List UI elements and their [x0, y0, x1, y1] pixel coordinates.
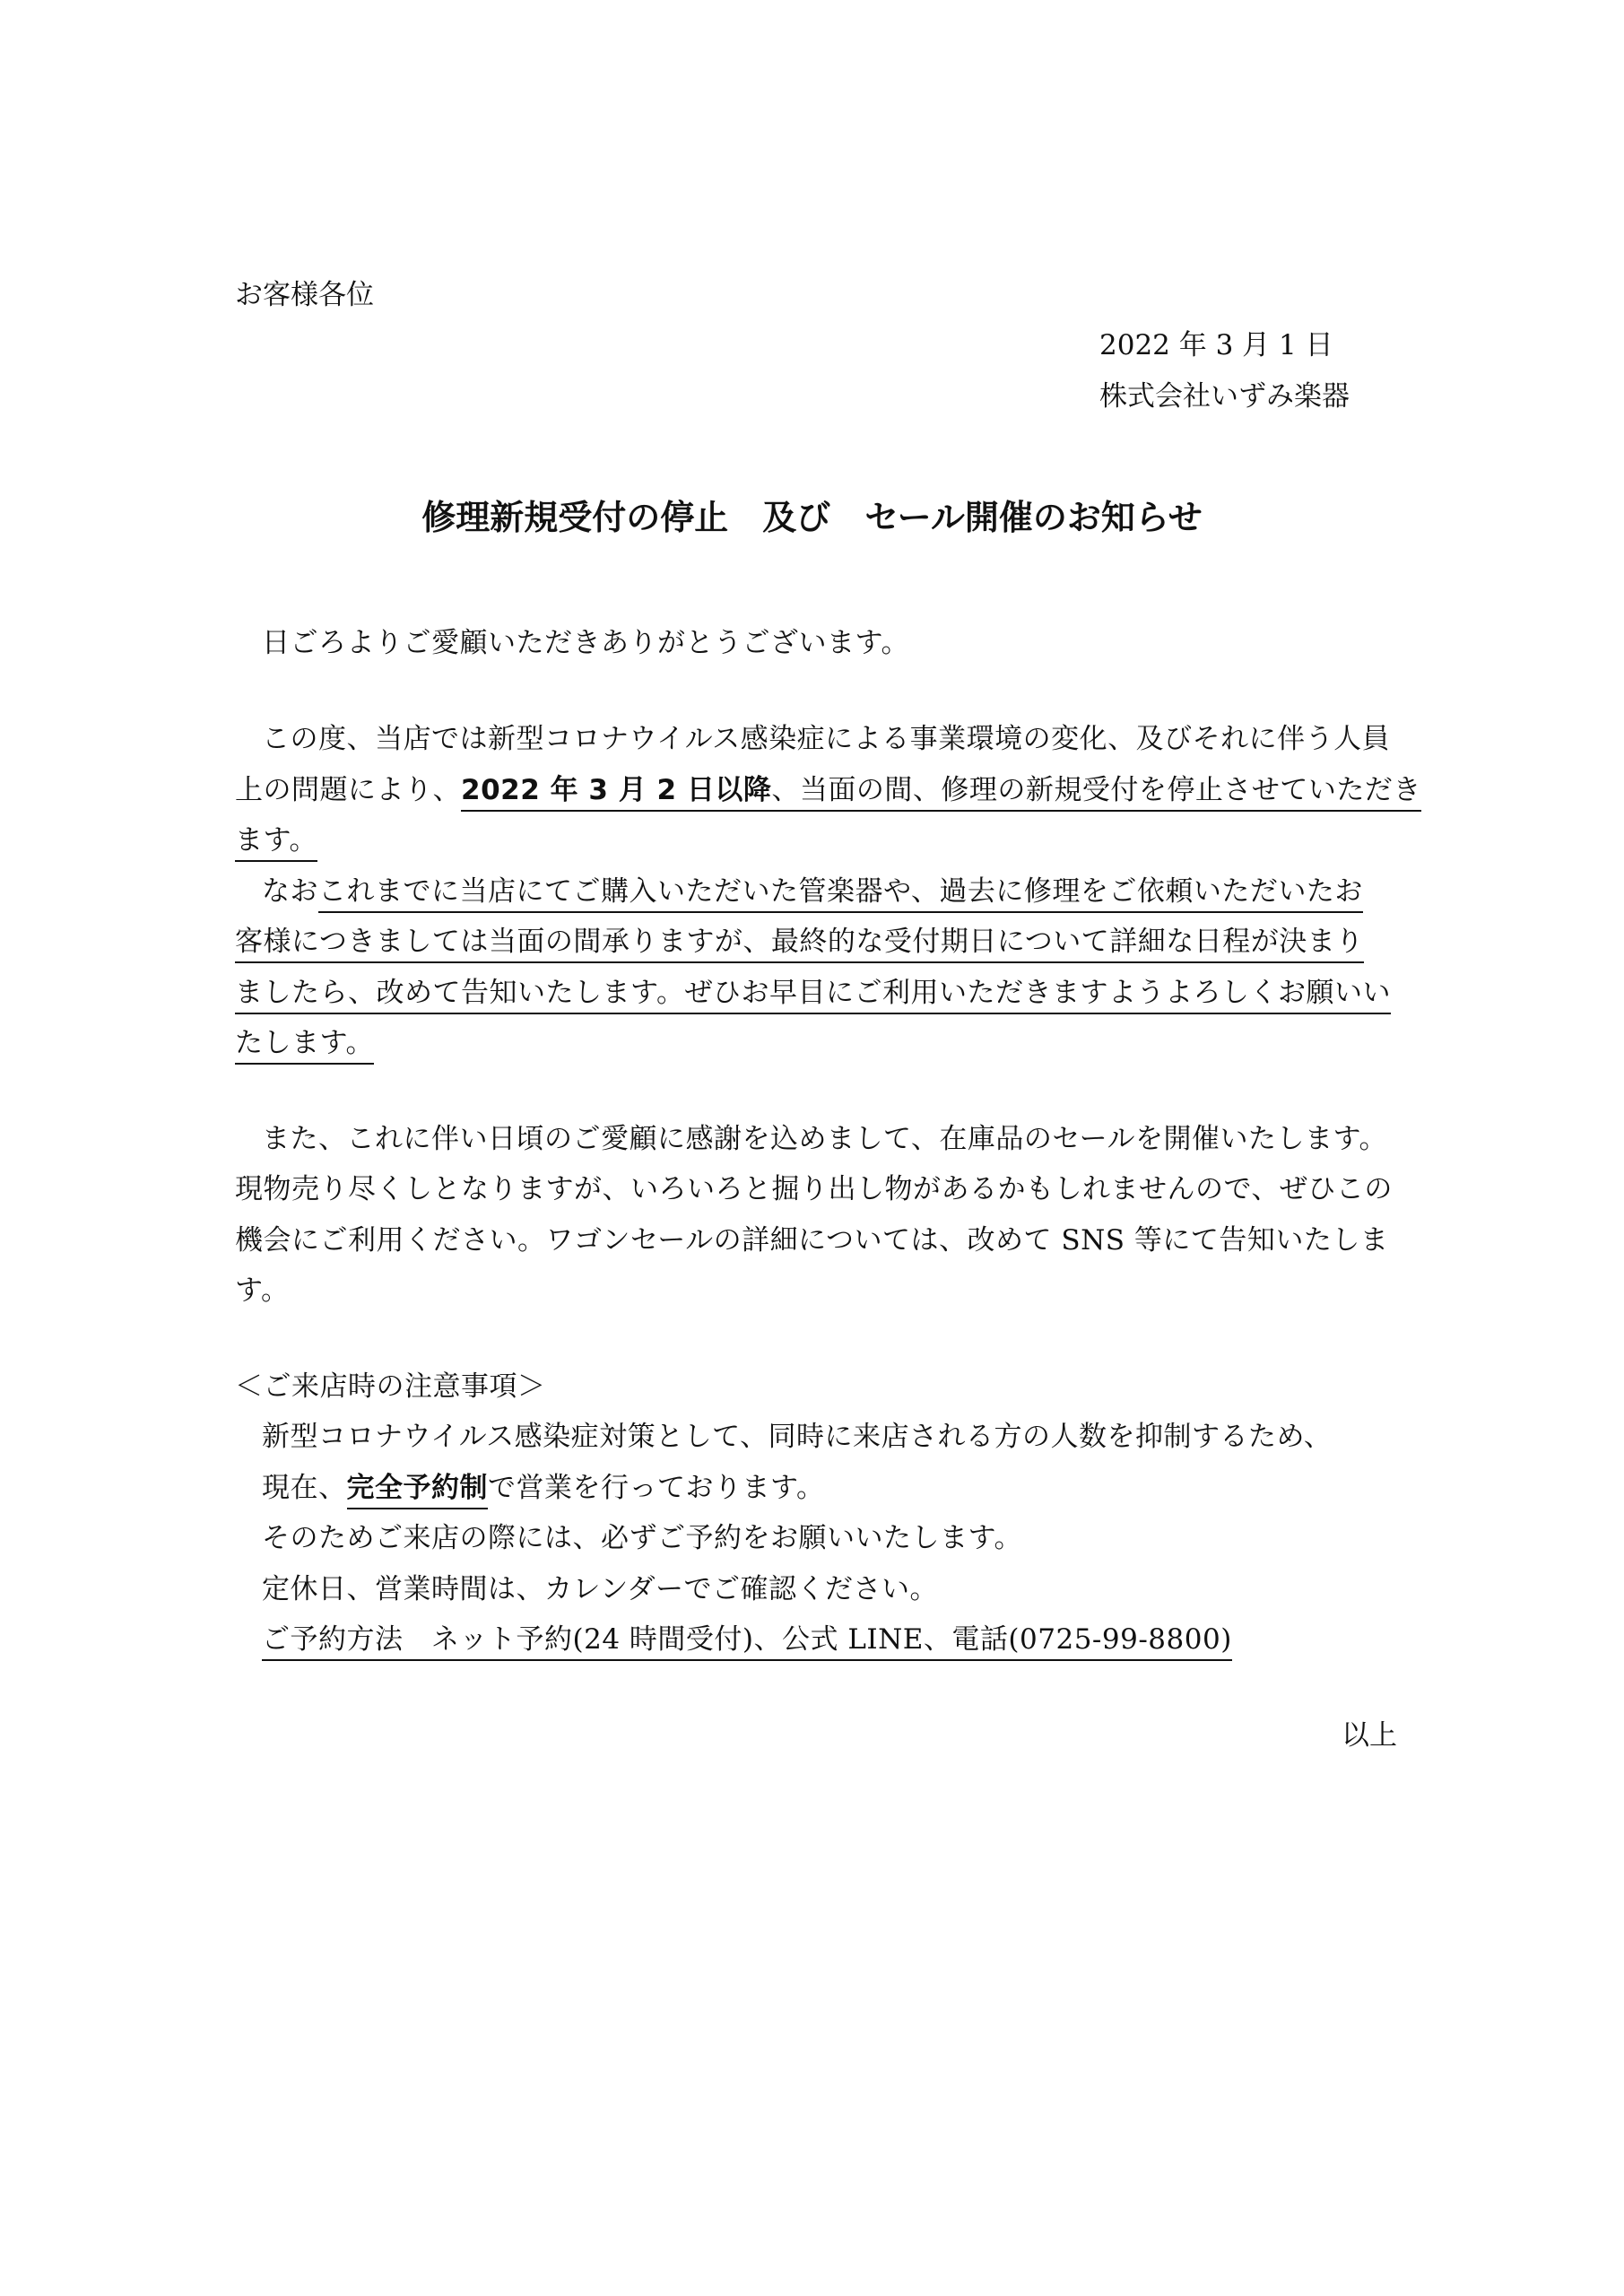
para2-line1-underlined: これまでに当店にてご購入いただいた管楽器や、過去に修理をご依頼いただいたお — [318, 875, 1363, 913]
para2-line2 — [235, 925, 1364, 959]
para2-line1 — [262, 874, 1363, 909]
notes-line2-pre: 現在、 — [262, 1472, 347, 1504]
para2-line1-pre: なお — [262, 875, 318, 908]
document-title: 修理新規受付の停止 及び セール開催のお知らせ — [421, 498, 1203, 537]
greeting-line: 日ごろよりご愛顧いただきありがとうございます。 — [262, 627, 910, 659]
para1-line1: この度、当店では新型コロナウイルス感染症による事業環境の変化、及びそれに伴う人員 — [262, 723, 1391, 755]
para2-line3-text: ましたら、改めて告知いたします。ぜひお早目にご利用いただきますようよろしくお願いい — [235, 977, 1391, 1014]
para1-line2-underlined — [461, 774, 1421, 812]
salutation: お客様各位 — [235, 279, 374, 311]
para1-line2-post: 、当面の間、修理の新規受付を停止させていただき — [771, 774, 1421, 806]
para2-line3 — [235, 976, 1391, 1010]
para1-line3 — [235, 823, 317, 857]
notes-line2 — [262, 1471, 825, 1505]
notes-heading: ＜ご来店時の注意事項＞ — [235, 1370, 546, 1403]
company-name: 株式会社いずみ楽器 — [1099, 380, 1350, 413]
document-date: 2022 年 3 月 1 日 — [1099, 329, 1333, 361]
para3-line1: また、これに伴い日頃のご愛顧に感謝を込めまして、在庫品のセールを開催いたします。 — [262, 1123, 1388, 1155]
suspension-date: 2022 年 3 月 2 日以降 — [461, 774, 772, 806]
para2-line4-text: たします。 — [235, 1027, 374, 1065]
closing: 以上 — [1342, 1719, 1397, 1752]
para1-line3-text: ます。 — [235, 824, 317, 862]
para3-line4: す。 — [235, 1274, 290, 1307]
para3-line3: 機会にご利用ください。ワゴンセールの詳細については、改めて SNS 等にて告知いたしま — [235, 1224, 1389, 1257]
notes-line4: 定休日、営業時間は、カレンダーでご確認ください。 — [262, 1573, 938, 1605]
notes-line2-post: で営業を行っております。 — [488, 1472, 825, 1504]
para3-line2: 現物売り尽くしとなりますが、いろいろと掘り出し物があるかもしれませんので、ぜひこの — [235, 1173, 1393, 1205]
reservation-only: 完全予約制 — [347, 1472, 489, 1509]
reservation-methods: ご予約方法 ネット予約(24 時間受付)、公式 LINE、電話(0725-99-8800) — [262, 1623, 1232, 1661]
notes-line5 — [262, 1622, 1232, 1657]
notes-line1: 新型コロナウイルス感染症対策として、同時に来店される方の人数を抑制するため、 — [262, 1421, 1333, 1453]
para2-line4 — [235, 1026, 374, 1060]
para1-line2-pre: 上の問題により、 — [235, 774, 461, 806]
notes-line3: そのためご来店の際には、必ずご予約をお願いいたします。 — [262, 1522, 1023, 1554]
para2-line2-text: 客様につきましては当面の間承りますが、最終的な受付期日について詳細な日程が決まり — [235, 926, 1364, 963]
para1-line2 — [235, 773, 1421, 807]
